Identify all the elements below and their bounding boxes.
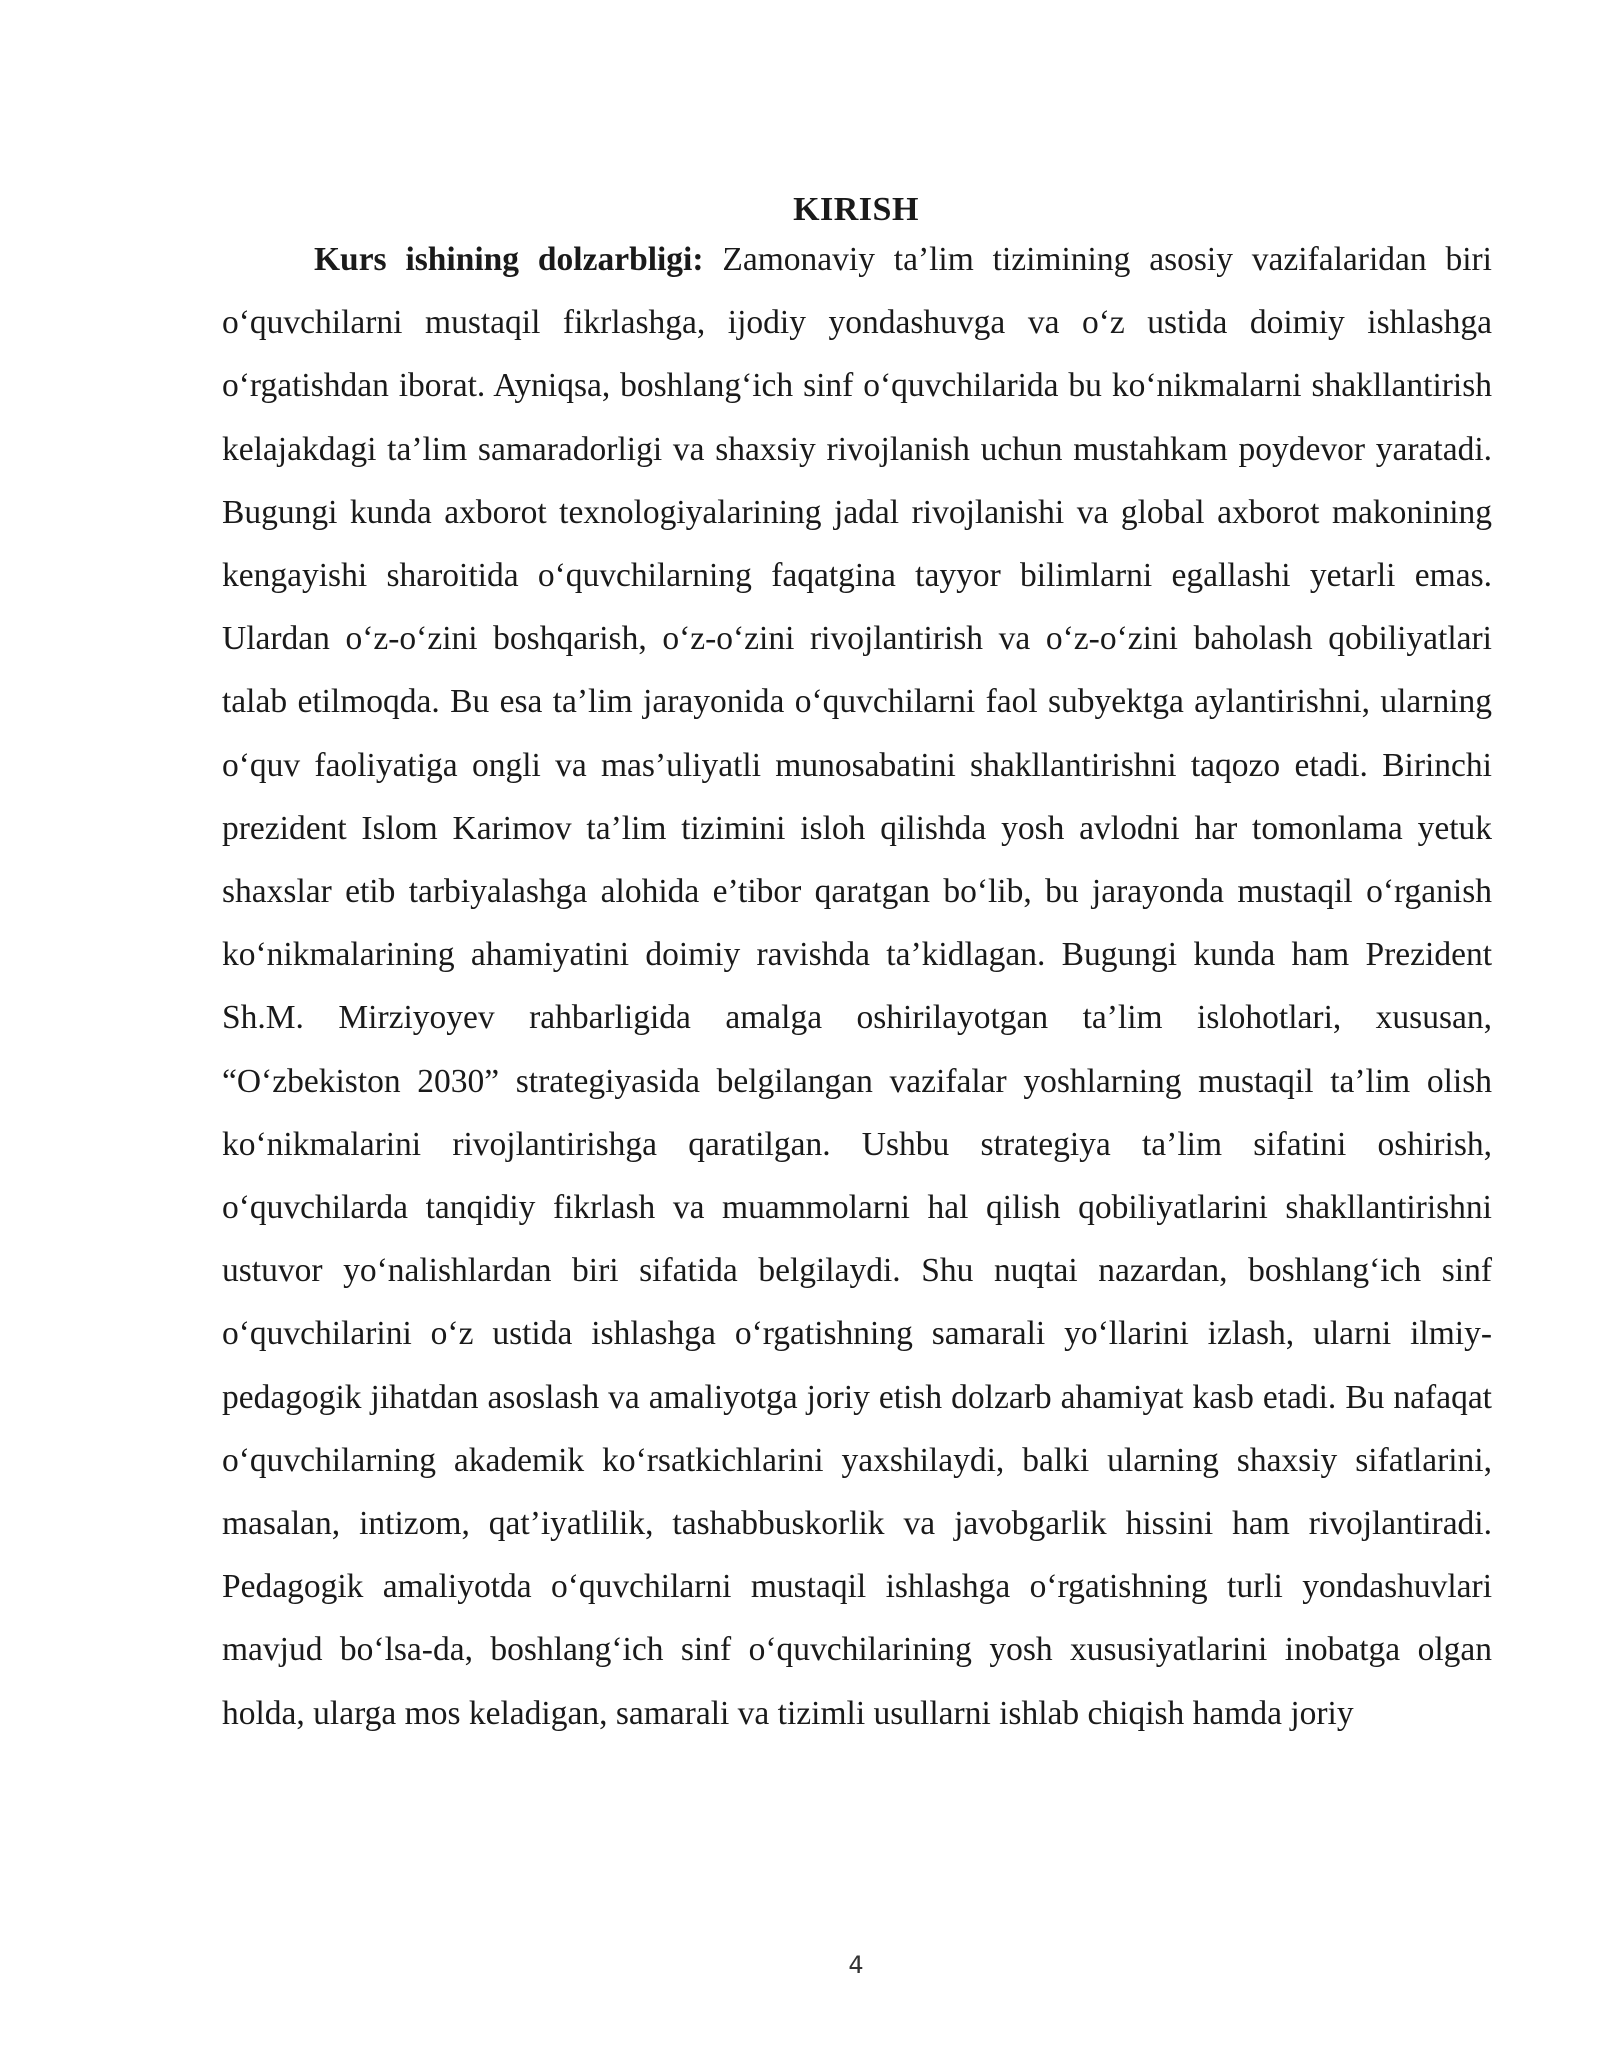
section-heading: KIRISH: [793, 191, 919, 228]
lead-label: Kurs ishining dolzarbligi:: [314, 241, 704, 278]
paragraph-text: Zamonaviy ta’lim tizimining asosiy vazifalaridan biri o‘quvchilarni mustaqil fikrlashga, ijodiy yondashuvga va o‘z ustida doimiy ishlashga o‘rgatishdan iborat. Ayniqsa, boshlang‘ich sinf o‘quvchilarida bu ko‘nikmalarni shakllantirish kelajakdagi ta’lim samaradorligi va shaxsiy rivojlanish uchun mustahkam poydevor yaratadi. Bugungi kunda axborot texnologiyalarining jadal rivojlanishi va global axborot makonining kengayishi sharoitida o‘quvchilarning faqatgina tayyor bilimlarni egallashi yetarli emas. Ulardan o‘z-o‘zini boshqarish, o‘z-o‘zini rivojlantirish va o‘z-o‘zini baholash qobiliyatlari talab etilmoqda. Bu esa ta’lim jarayonida o‘quvchilarni faol subyektga aylantirishni, ularning o‘quv faoliyatiga ongli va mas’uliyatli munosabatini shakllantirishni taqozo etadi. Birinchi prezident Islom Karimov ta’lim tizimini isloh qilishda yosh avlodni har tomonlama yetuk shaxslar etib tarbiyalashga alohida e’tibor qaratgan bo‘lib, bu jarayonda mustaqil o‘rganish ko‘nikmalarining ahamiyatini doimiy ravishda ta’kidlagan. Bugungi kunda ham Prezident Sh.M. Mirziyoyev rahbarligida amalga oshirilayotgan ta’lim islohotlari, xususan, “O‘zbekiston 2030” strategiyasida belgilangan vazifalar yoshlarning mustaqil ta’lim olish ko‘nikmalarini rivojlantirishga qaratilgan. Ushbu strategiya ta’lim sifatini oshirish, o‘quvchilarda tanqidiy fikrlash va muammolarni hal qilish qobiliyatlarini shakllantirishni ustuvor yo‘nalishlardan biri sifatida belgilaydi. Shu nuqtai nazardan, boshlang‘ich sinf o‘quvchilarini o‘z ustida ishlashga o‘rgatishning samarali yo‘llarini izlash, ularni ilmiy-pedagogik jihatdan asoslash va amaliyotga joriy etish dolzarb ahamiyat kasb etadi. Bu nafaqat o‘quvchilarning akademik ko‘rsatkichlarini yaxshilaydi, balki ularning shaxsiy sifatlarini, masalan, intizom, qat’iyatlilik, tashabbuskorlik va javobgarlik hissini ham rivojlantiradi. Pedagogik amaliyotda o‘quvchilarni mustaqil ishlashga o‘rgatishning turli yondashuvlari mavjud bo‘lsa-da, boshlang‘ich sinf o‘quvchilarining yosh xususiyatlarini inobatga olgan holda, ularga mos keladigan, samarali va tizimli usullarni ishlab chiqish hamda joriy: [222, 241, 1492, 1732]
body-paragraph: [222, 228, 1492, 1745]
page-number: 4: [848, 1951, 864, 1979]
